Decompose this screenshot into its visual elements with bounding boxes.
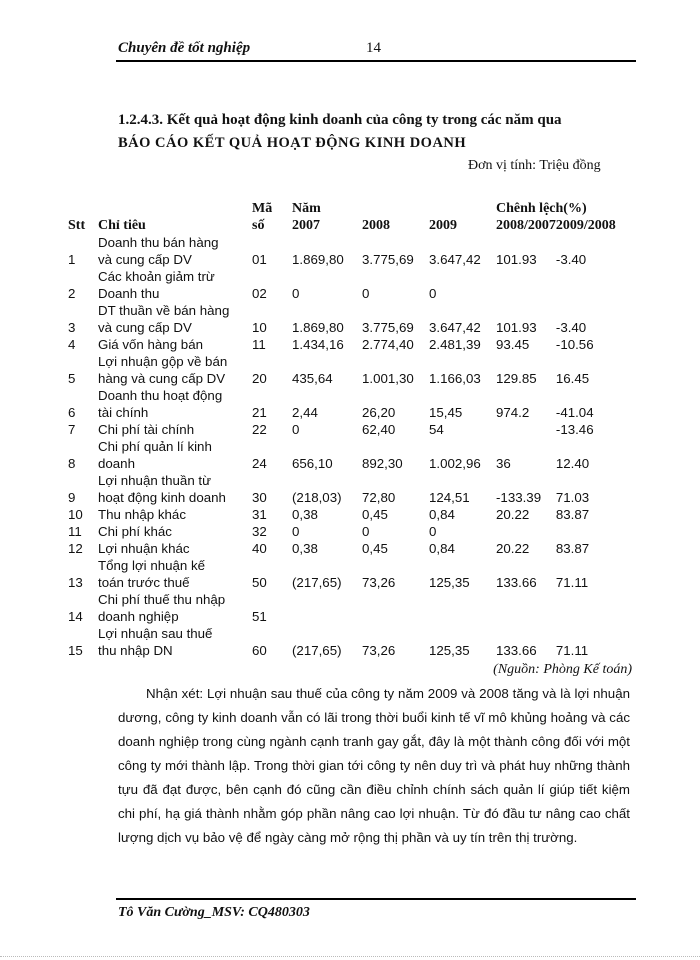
section-heading: 1.2.4.3. Kết quả hoạt động kinh doanh của công ty trong các năm qua bbox=[118, 112, 562, 128]
diff-2009-2008 bbox=[556, 523, 616, 540]
footer-rule bbox=[116, 898, 636, 900]
table-row bbox=[68, 642, 616, 659]
table-row-label-top bbox=[68, 353, 616, 370]
value-2007: 1.434,16 bbox=[292, 337, 344, 352]
diff-2008-2007: 133.66 bbox=[496, 575, 537, 590]
value-2007: 0 bbox=[292, 286, 300, 301]
header-code-bottom: số bbox=[252, 218, 265, 233]
diff-2009-2008: -13.46 bbox=[555, 422, 594, 437]
diff-2008-2007 bbox=[496, 285, 556, 302]
table-row-label-top bbox=[68, 387, 616, 404]
value-2009: 0,84 bbox=[429, 541, 455, 556]
diff-2008-2007 bbox=[496, 523, 556, 540]
table-row bbox=[68, 523, 616, 540]
value-2009: 0 bbox=[429, 524, 437, 539]
page-edge-dots bbox=[0, 956, 700, 957]
value-2007: (217,65) bbox=[292, 643, 342, 658]
table-row-label-top bbox=[68, 302, 616, 319]
row-name: thu nhập DN bbox=[98, 643, 173, 658]
header-code-top: Mã bbox=[252, 201, 273, 216]
row-name: toán trước thuế bbox=[98, 575, 190, 590]
row-name: và cung cấp DV bbox=[98, 252, 192, 267]
row-code: 22 bbox=[252, 422, 267, 437]
header-diff-2008-2007: 2008/2007 bbox=[496, 218, 556, 233]
report-title: BÁO CÁO KẾT QUẢ HOẠT ĐỘNG KINH DOANH bbox=[118, 135, 467, 151]
value-2008: 72,80 bbox=[362, 490, 396, 505]
diff-2008-2007 bbox=[496, 608, 556, 625]
table-row bbox=[68, 319, 616, 336]
value-2008: 0 bbox=[362, 524, 370, 539]
row-code: 32 bbox=[252, 524, 267, 539]
row-stt: 8 bbox=[68, 456, 76, 471]
row-name-line1: Chi phí quản lí kinh bbox=[98, 439, 212, 454]
row-code: 50 bbox=[252, 575, 267, 590]
row-name: Chi phí khác bbox=[98, 524, 172, 539]
row-code: 40 bbox=[252, 541, 267, 556]
table-row-label-top bbox=[68, 591, 616, 608]
value-2008: 62,40 bbox=[362, 422, 396, 437]
row-stt: 11 bbox=[68, 524, 82, 539]
row-stt: 5 bbox=[68, 371, 76, 386]
footer-author: Tô Văn Cường_MSV: CQ480303 bbox=[118, 905, 310, 920]
value-2007: (217,65) bbox=[292, 575, 342, 590]
row-name-line1: Doanh thu hoạt động bbox=[98, 388, 223, 403]
remark-paragraph: Nhận xét: Lợi nhuận sau thuế của công ty năm 2009 và 2008 tăng và là lợi nhuận dương, công ty kinh doanh vẫn có lãi trong thời buổi kinh tế vĩ mô khủng hoảng và các doanh nghiệp trong cùng ngành cạnh tranh gay gắt, đây là một thành công đối với một công ty mới thành lập. Trong thời gian tới công ty nên duy trì và phát huy những thành tựu đã đạt được, bên cạnh đó cũng cần điều chỉnh chính sách quản lí giúp tiết kiệm chi phí, hạ giá thành nhằm góp phần nâng cao lợi nhuận. Từ đó đầu tư nâng cao chất lượng dịch vụ bảo vệ để ngày càng mở rộng thị phần và uy tín trên thị trường. bbox=[118, 686, 630, 845]
row-name-line1: Các khoản giảm trừ bbox=[98, 269, 215, 284]
row-name: và cung cấp DV bbox=[98, 320, 192, 335]
header-diff-top: Chênh lệch(%) bbox=[496, 201, 587, 216]
row-code: 20 bbox=[252, 371, 267, 386]
row-name-line1: Chi phí thuế thu nhập bbox=[98, 592, 226, 607]
table-row-label-top bbox=[68, 234, 616, 251]
table-row bbox=[68, 421, 616, 438]
row-stt: 9 bbox=[68, 490, 76, 505]
diff-2008-2007: 974.2 bbox=[496, 405, 530, 420]
value-2008: 0,45 bbox=[362, 507, 388, 522]
row-name: doanh nghiệp bbox=[98, 609, 179, 624]
header-stt: Stt bbox=[68, 218, 86, 233]
row-name-line1: Lợi nhuận gộp về bán bbox=[98, 354, 228, 369]
row-stt: 3 bbox=[68, 320, 76, 335]
diff-2008-2007: 20.22 bbox=[496, 541, 530, 556]
row-name: Giá vốn hàng bán bbox=[98, 337, 203, 352]
value-2008: 892,30 bbox=[362, 456, 403, 471]
diff-2009-2008: 71.11 bbox=[555, 575, 589, 590]
row-name-line1: Lợi nhuận sau thuế bbox=[98, 626, 213, 641]
row-stt: 13 bbox=[68, 575, 83, 590]
table-row bbox=[68, 285, 616, 302]
header-name: Chỉ tiêu bbox=[98, 218, 146, 233]
table-row bbox=[68, 608, 616, 625]
row-code: 31 bbox=[252, 507, 267, 522]
value-2008: 1.001,30 bbox=[362, 371, 414, 386]
value-2009: 0 bbox=[429, 286, 437, 301]
table-row bbox=[68, 540, 616, 557]
value-2009: 3.647,42 bbox=[429, 252, 481, 267]
value-2009: 15,45 bbox=[429, 405, 463, 420]
row-name-line1: Lợi nhuận thuần từ bbox=[98, 473, 211, 488]
diff-2008-2007: 101.93 bbox=[496, 252, 537, 267]
value-2009: 54 bbox=[429, 422, 444, 437]
row-code: 10 bbox=[252, 320, 267, 335]
row-name: Doanh thu bbox=[98, 286, 160, 301]
diff-2008-2007: 133.66 bbox=[496, 643, 537, 658]
value-2008: 0 bbox=[362, 286, 370, 301]
diff-2008-2007: 20.22 bbox=[496, 507, 530, 522]
row-stt: 6 bbox=[68, 405, 76, 420]
value-2007: 1.869,80 bbox=[292, 320, 344, 335]
table-row-label-top bbox=[68, 268, 616, 285]
diff-2008-2007 bbox=[496, 421, 556, 438]
value-2008 bbox=[362, 608, 429, 625]
row-code: 24 bbox=[252, 456, 267, 471]
value-2007: 1.869,80 bbox=[292, 252, 344, 267]
row-name: tài chính bbox=[98, 405, 149, 420]
table-row bbox=[68, 455, 616, 472]
row-code: 02 bbox=[252, 286, 267, 301]
value-2008: 73,26 bbox=[362, 643, 396, 658]
row-code: 01 bbox=[252, 252, 267, 267]
value-2008: 2.774,40 bbox=[362, 337, 414, 352]
value-2009: 1.002,96 bbox=[429, 456, 481, 471]
row-stt: 1 bbox=[68, 252, 76, 267]
value-2009 bbox=[429, 608, 496, 625]
table-row-label-top bbox=[68, 625, 616, 642]
row-stt: 7 bbox=[68, 422, 76, 437]
diff-2009-2008: -41.04 bbox=[555, 405, 594, 420]
value-2009: 1.166,03 bbox=[429, 371, 481, 386]
diff-2009-2008 bbox=[556, 608, 616, 625]
diff-2009-2008 bbox=[556, 285, 616, 302]
diff-2009-2008: 83.87 bbox=[555, 507, 590, 522]
table-row bbox=[68, 489, 616, 506]
source-note: (Nguồn: Phòng Kế toán) bbox=[493, 662, 632, 677]
value-2007: 0,38 bbox=[292, 541, 318, 556]
value-2007: 2,44 bbox=[292, 405, 318, 420]
value-2009: 3.647,42 bbox=[429, 320, 481, 335]
table-row bbox=[68, 251, 616, 268]
row-name: Lợi nhuận khác bbox=[98, 541, 190, 556]
diff-2009-2008: 12.40 bbox=[555, 456, 590, 471]
diff-2008-2007: 93.45 bbox=[496, 337, 530, 352]
value-2007 bbox=[292, 608, 362, 625]
row-stt: 14 bbox=[68, 609, 83, 624]
row-name: doanh bbox=[98, 456, 135, 471]
value-2007: 0 bbox=[292, 422, 300, 437]
row-name-line1: Doanh thu bán hàng bbox=[98, 235, 219, 250]
header-diff-2009-2008: 2009/2008 bbox=[555, 218, 616, 233]
row-name: Thu nhập khác bbox=[98, 507, 186, 522]
value-2009: 124,51 bbox=[429, 490, 470, 505]
value-2008: 3.775,69 bbox=[362, 320, 414, 335]
diff-2008-2007: 129.85 bbox=[496, 371, 537, 386]
unit-label: Đơn vị tính: Triệu đồng bbox=[468, 158, 601, 173]
header-2008: 2008 bbox=[362, 218, 390, 233]
diff-2008-2007: -133.39 bbox=[496, 490, 542, 505]
row-name: Chi phí tài chính bbox=[98, 422, 195, 437]
header-2007: 2007 bbox=[292, 218, 320, 233]
value-2007: (218,03) bbox=[292, 490, 342, 505]
header-rule bbox=[116, 60, 636, 62]
row-code: 30 bbox=[252, 490, 267, 505]
diff-2008-2007: 101.93 bbox=[496, 320, 537, 335]
diff-2009-2008: -10.56 bbox=[555, 337, 594, 352]
diff-2009-2008: 71.11 bbox=[555, 643, 589, 658]
header-2009: 2009 bbox=[429, 218, 457, 233]
value-2007: 0,38 bbox=[292, 507, 318, 522]
row-code: 11 bbox=[252, 337, 266, 352]
running-header-title: Chuyên đề tốt nghiệp bbox=[118, 40, 251, 56]
diff-2009-2008: -3.40 bbox=[555, 252, 587, 267]
row-stt: 4 bbox=[68, 337, 76, 352]
table-row bbox=[68, 574, 616, 591]
page-number: 14 bbox=[366, 40, 381, 56]
row-stt: 2 bbox=[68, 286, 76, 301]
row-stt: 10 bbox=[68, 507, 83, 522]
diff-2009-2008: 83.87 bbox=[555, 541, 590, 556]
value-2009: 125,35 bbox=[429, 575, 470, 590]
table-row-label-top bbox=[68, 438, 616, 455]
row-code: 51 bbox=[252, 609, 267, 624]
value-2008: 3.775,69 bbox=[362, 252, 414, 267]
value-2008: 73,26 bbox=[362, 575, 396, 590]
diff-2009-2008: -3.40 bbox=[555, 320, 587, 335]
value-2008: 26,20 bbox=[362, 405, 396, 420]
value-2007: 435,64 bbox=[292, 371, 333, 386]
row-stt: 12 bbox=[68, 541, 83, 556]
table-header-row-bottom bbox=[68, 217, 616, 234]
table-row-label-top bbox=[68, 472, 616, 489]
diff-2009-2008: 16.45 bbox=[555, 371, 590, 386]
income-statement-table bbox=[68, 200, 616, 659]
row-code: 21 bbox=[252, 405, 267, 420]
value-2008: 0,45 bbox=[362, 541, 388, 556]
table-row bbox=[68, 336, 616, 353]
row-name: hàng và cung cấp DV bbox=[98, 371, 226, 386]
header-year-top: Năm bbox=[292, 201, 321, 216]
table-row bbox=[68, 404, 616, 421]
value-2009: 125,35 bbox=[429, 643, 470, 658]
row-name-line1: Tổng lợi nhuận kế bbox=[98, 558, 206, 573]
table-row bbox=[68, 506, 616, 523]
value-2007: 0 bbox=[292, 524, 300, 539]
table-header-row-top bbox=[68, 200, 616, 217]
table-row-label-top bbox=[68, 557, 616, 574]
row-stt: 15 bbox=[68, 643, 83, 658]
table-row bbox=[68, 370, 616, 387]
row-name: hoạt động kinh doanh bbox=[98, 490, 226, 505]
value-2009: 2.481,39 bbox=[429, 337, 481, 352]
diff-2009-2008: 71.03 bbox=[555, 490, 590, 505]
row-name-line1: DT thuần về bán hàng bbox=[98, 303, 230, 318]
value-2007: 656,10 bbox=[292, 456, 333, 471]
diff-2008-2007: 36 bbox=[496, 456, 511, 471]
row-code: 60 bbox=[252, 643, 267, 658]
value-2009: 0,84 bbox=[429, 507, 455, 522]
